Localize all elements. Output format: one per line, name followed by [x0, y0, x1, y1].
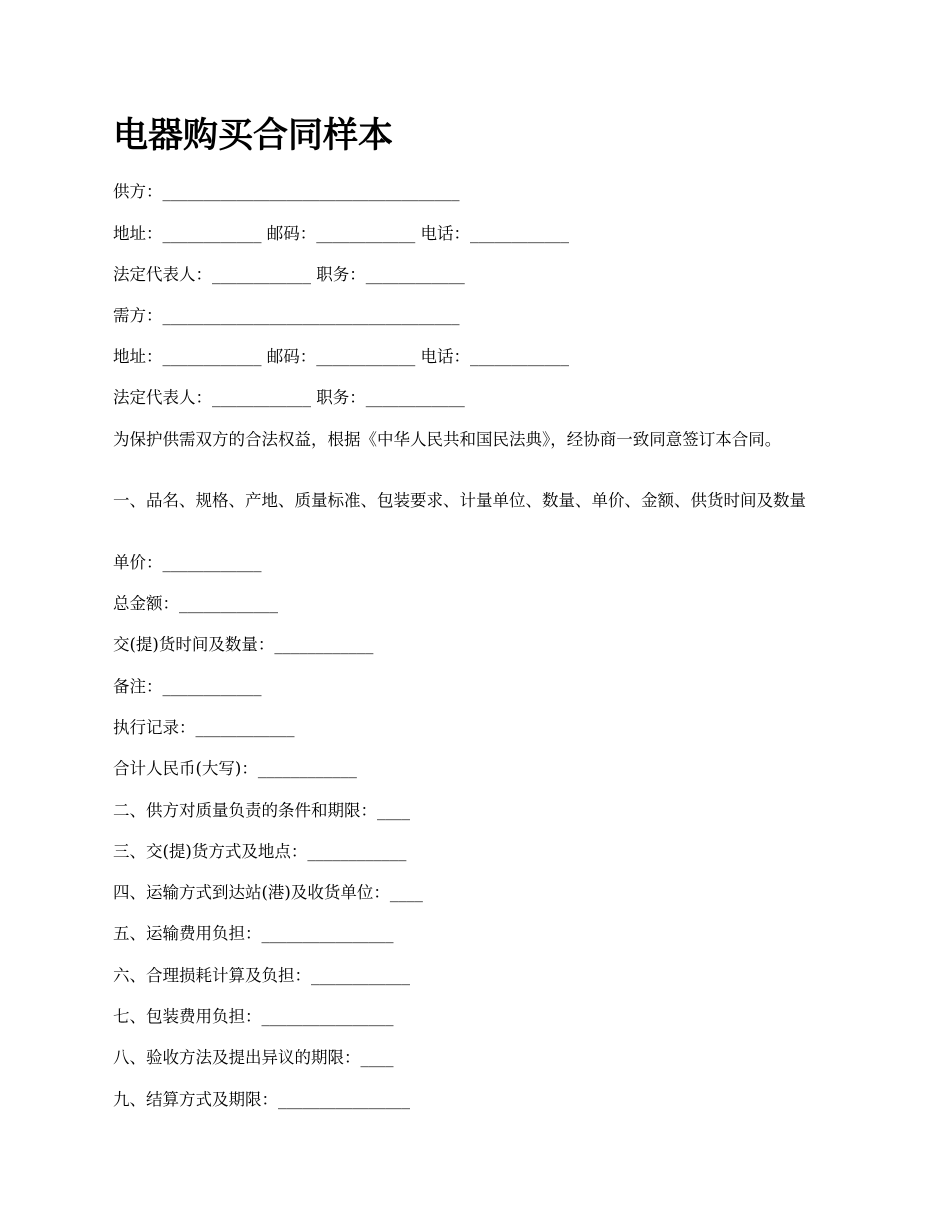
clause-1-heading: 一、品名、规格、产地、质量标准、包装要求、计量单位、数量、单价、金额、供货时间及数量 [113, 491, 806, 510]
buyer-representative-line: 法定代表人：____________ 职务：____________ [113, 388, 465, 407]
buyer-line: 需方：____________________________________ [113, 306, 460, 325]
clause-9-line: 九、结算方式及期限：________________ [113, 1090, 410, 1109]
total-rmb-line: 合计人民币(大写)：____________ [113, 759, 357, 778]
supplier-line: 供方：____________________________________ [113, 182, 460, 201]
unit-price-line: 单价：____________ [113, 553, 262, 572]
remarks-line: 备注：____________ [113, 677, 262, 696]
supplier-representative-line: 法定代表人：____________ 职务：____________ [113, 265, 465, 284]
clause-7-line: 七、包装费用负担：________________ [113, 1007, 394, 1026]
clause-5-line: 五、运输费用负担：________________ [113, 924, 394, 943]
preamble-paragraph: 为保护供需双方的合法权益，根据《中华人民共和国民法典》，经协商一致同意签订本合同。 [113, 430, 782, 449]
execution-record-line: 执行记录：____________ [113, 718, 295, 737]
clause-3-line: 三、交(提)货方式及地点：____________ [113, 842, 407, 861]
supplier-address-line: 地址：____________ 邮码：____________ 电话：____________ [113, 224, 569, 243]
clause-6-line: 六、合理损耗计算及负担：____________ [113, 966, 410, 985]
delivery-time-line: 交(提)货时间及数量：____________ [113, 635, 374, 654]
document-title: 电器购买合同样本 [113, 116, 394, 156]
clause-2-line: 二、供方对质量负责的条件和期限：____ [113, 801, 410, 820]
buyer-address-line: 地址：____________ 邮码：____________ 电话：____________ [113, 347, 569, 366]
total-amount-line: 总金额：____________ [113, 594, 278, 613]
clause-4-line: 四、运输方式到达站(港)及收货单位：____ [113, 883, 423, 902]
clause-8-line: 八、验收方法及提出异议的期限：____ [113, 1048, 394, 1067]
